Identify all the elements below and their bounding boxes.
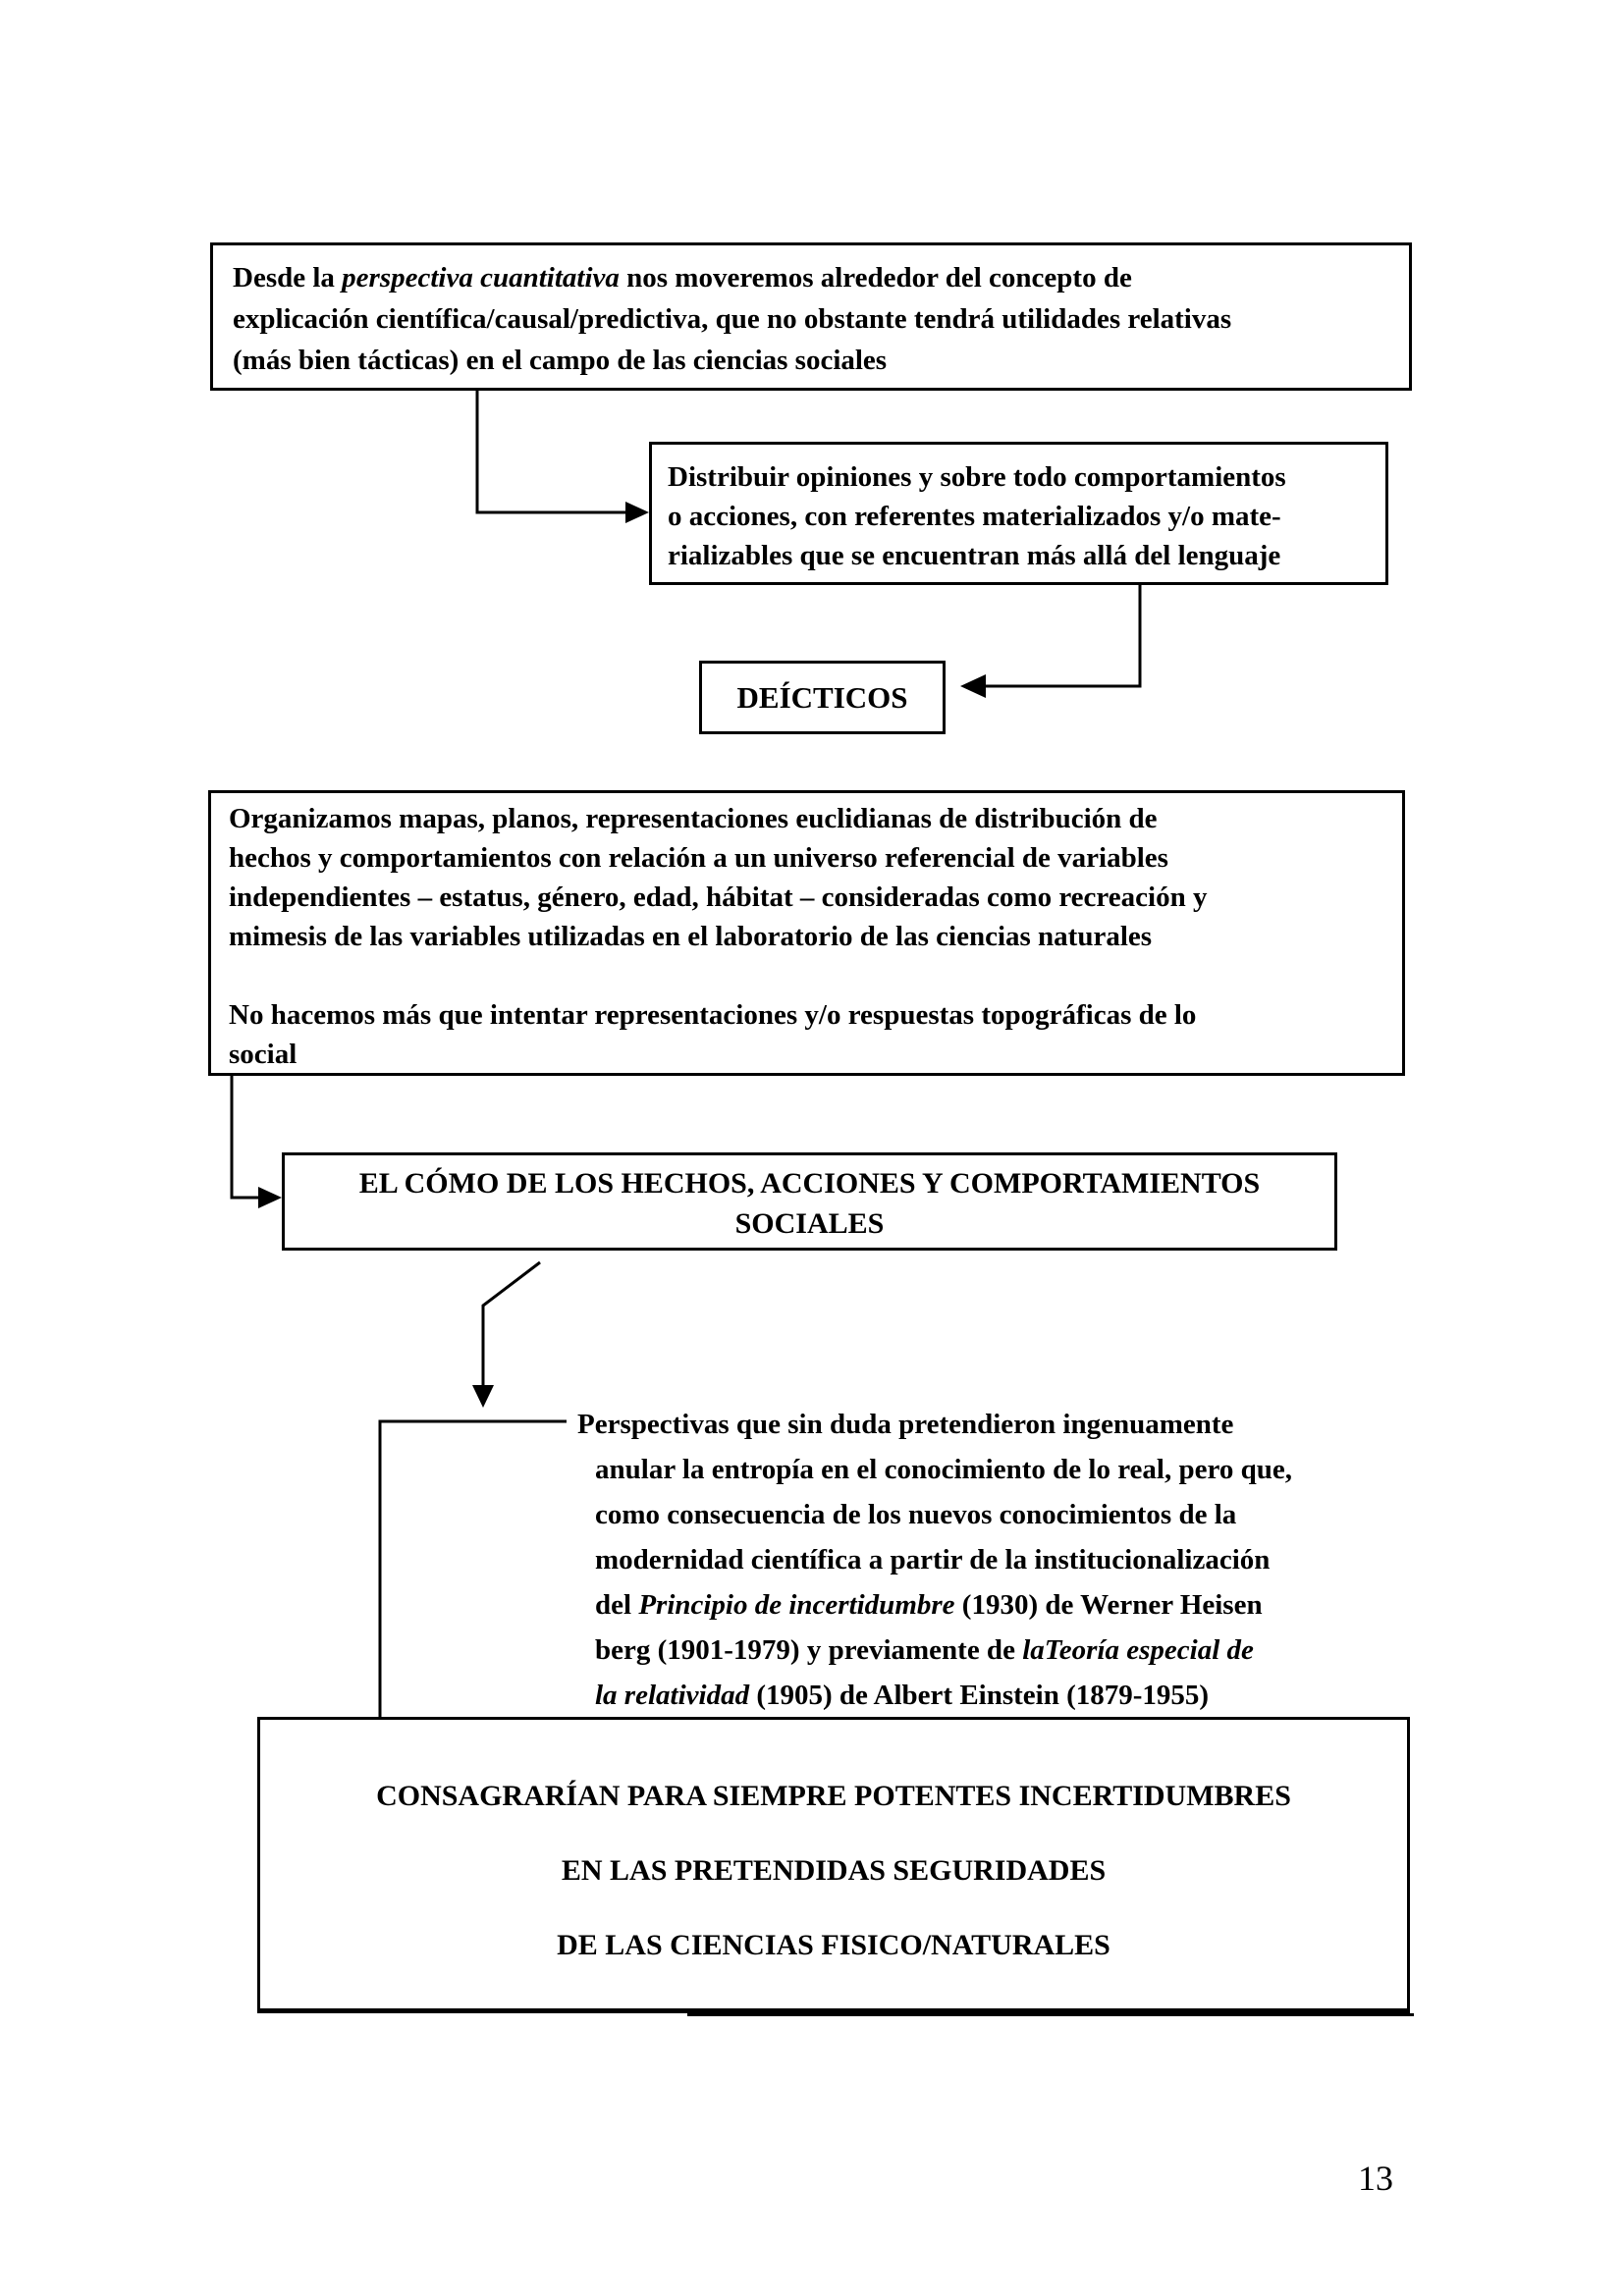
flow-box-organizamos-mapas bbox=[208, 790, 1405, 1076]
text-line bbox=[577, 1673, 1382, 1718]
arrowhead-down-to-perspectivas bbox=[472, 1385, 494, 1408]
text-line: EN LAS PRETENDIDAS SEGURIDADES bbox=[561, 1854, 1107, 1887]
connector-box1-to-box2 bbox=[477, 390, 626, 512]
text-segment: nos moveremos alrededor del concepto de bbox=[619, 262, 1132, 294]
text-line: No hacemos más que intentar representaciones y/o respuestas topográficas de lo bbox=[229, 999, 1197, 1031]
text-segment: (1905) de Albert Einstein (1879-1955) bbox=[749, 1680, 1210, 1711]
text-line: hechos y comportamientos con relación a un universo referencial de variables bbox=[229, 842, 1168, 874]
text-line: (más bien tácticas) en el campo de las ciencias sociales bbox=[233, 345, 888, 376]
paragraph bbox=[229, 995, 1384, 1074]
flow-box-consagrarian-incertidumbres bbox=[257, 1717, 1410, 2013]
text-line: como consecuencia de los nuevos conocimientos de la bbox=[595, 1499, 1237, 1530]
text-segment: (1930) de Werner Heisen bbox=[954, 1589, 1263, 1621]
text-line bbox=[233, 257, 1389, 298]
text-segment: Desde la bbox=[233, 262, 343, 294]
final-box-bottom-rule bbox=[687, 2013, 1414, 2016]
text-segment: del bbox=[595, 1589, 639, 1621]
text-line: rializables que se encuentran más allá del lenguaje bbox=[668, 540, 1281, 571]
text-line: SOCIALES bbox=[734, 1207, 885, 1240]
text-line: EL CÓMO DE LOS HECHOS, ACCIONES Y COMPORTAMIENTOS bbox=[358, 1167, 1261, 1200]
arrowhead-left-into-deicticos bbox=[960, 674, 986, 698]
arrowhead-right-into-box5 bbox=[258, 1187, 282, 1208]
text-line bbox=[577, 1582, 1382, 1628]
text-segment-italic: laTeoría especial de bbox=[1022, 1634, 1254, 1666]
text-segment: berg (1901-1979) y previamente de bbox=[595, 1634, 1023, 1666]
text-line: Perspectivas que sin duda pretendieron ingenuamente bbox=[577, 1409, 1234, 1440]
text-line: explicación científica/causal/predictiva, que no obstante tendrá utilidades relativas bbox=[233, 303, 1232, 335]
connector-box4-to-box5 bbox=[232, 1075, 260, 1198]
flow-box-distribuir-opiniones bbox=[649, 442, 1388, 585]
text-line: social bbox=[229, 1039, 298, 1070]
text-line: Distribuir opiniones y sobre todo comportamientos bbox=[668, 461, 1286, 493]
text-line: Organizamos mapas, planos, representaciones euclidianas de distribución de bbox=[229, 803, 1158, 834]
text-line: CONSAGRARÍAN PARA SIEMPRE POTENTES INCERTIDUMBRES bbox=[376, 1780, 1291, 1812]
text-line: anular la entropía en el conocimiento de lo real, pero que, bbox=[595, 1454, 1292, 1485]
text-line bbox=[577, 1628, 1382, 1673]
page-number: 13 bbox=[1358, 2159, 1393, 2198]
text-line: DE LAS CIENCIAS FISICO/NATURALES bbox=[557, 1929, 1110, 1961]
paragraph bbox=[229, 799, 1384, 956]
deicticos-label: DEÍCTICOS bbox=[736, 680, 908, 715]
flow-box-deicticos bbox=[699, 661, 946, 734]
text-segment-italic: Principio de incertidumbre bbox=[638, 1589, 955, 1621]
text-block-perspectivas bbox=[577, 1402, 1382, 1718]
flow-box-el-como-de-los-hechos bbox=[282, 1152, 1337, 1251]
text-line: independientes – estatus, género, edad, hábitat – consideradas como recreación y bbox=[229, 881, 1208, 913]
connector-box2-to-deicticos bbox=[984, 585, 1140, 686]
connector-box5-to-perspectivas bbox=[483, 1262, 540, 1388]
text-line: o acciones, con referentes materializados y/o mate- bbox=[668, 501, 1281, 532]
connector-perspectivas-to-final bbox=[380, 1421, 567, 1747]
arrowhead-right-into-box2 bbox=[625, 502, 649, 523]
flow-box-perspectiva-cuantitativa bbox=[210, 242, 1412, 391]
text-line: mimesis de las variables utilizadas en el laboratorio de las ciencias naturales bbox=[229, 921, 1153, 952]
text-segment-italic: la relatividad bbox=[595, 1680, 750, 1711]
text-line: modernidad científica a partir de la institucionalización bbox=[595, 1544, 1271, 1575]
text-segment-italic: perspectiva cuantitativa bbox=[342, 262, 620, 294]
